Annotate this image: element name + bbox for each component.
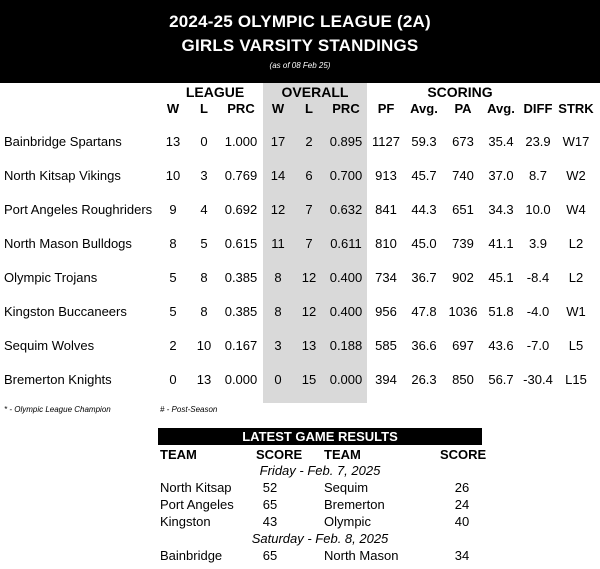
table-cell: 2	[305, 134, 313, 149]
results-header-score-2: SCORE	[440, 447, 487, 462]
table-cell: 0.692	[224, 202, 258, 217]
table-cell: 34.3	[488, 202, 514, 217]
table-cell: 0.385	[224, 270, 258, 285]
column-header: Avg.	[410, 101, 438, 116]
table-cell: 12	[301, 270, 317, 285]
result-team-2: Olympic	[324, 514, 371, 529]
result-team-1: Bainbridge	[160, 548, 223, 563]
table-cell: 739	[452, 236, 474, 251]
table-cell: 0.000	[224, 372, 258, 387]
table-cell: 8	[274, 304, 282, 319]
table-cell: 697	[452, 338, 474, 353]
table-cell: 8	[200, 270, 208, 285]
table-cell: 45.1	[488, 270, 514, 285]
result-score-2: 24	[454, 497, 470, 512]
team-name: Olympic Trojans	[4, 270, 98, 285]
table-cell: 394	[375, 372, 397, 387]
group-header-scoring: SCORING	[427, 84, 493, 100]
table-cell: -30.4	[523, 372, 553, 387]
table-cell: 36.7	[411, 270, 437, 285]
table-cell: 10	[196, 338, 212, 353]
table-cell: 8	[200, 304, 208, 319]
table-cell: 23.9	[525, 134, 551, 149]
table-cell: L15	[565, 372, 587, 387]
table-cell: 13	[196, 372, 212, 387]
team-name: North Kitsap Vikings	[4, 168, 121, 183]
table-cell: 734	[375, 270, 397, 285]
standings-header	[0, 0, 600, 83]
column-header: W	[166, 101, 180, 116]
column-header: PRC	[332, 101, 360, 116]
title-line-1: 2024-25 OLYMPIC LEAGUE (2A)	[169, 12, 431, 31]
table-cell: 56.7	[488, 372, 514, 387]
table-cell: 45.0	[411, 236, 437, 251]
team-name: Bainbridge Spartans	[4, 134, 122, 149]
table-cell: 37.0	[488, 168, 514, 183]
results-header-team-1: TEAM	[160, 447, 197, 462]
results-header-team-2: TEAM	[324, 447, 361, 462]
table-cell: 1036	[448, 304, 478, 319]
table-cell: 651	[452, 202, 474, 217]
table-cell: W17	[562, 134, 590, 149]
table-cell: L2	[568, 236, 584, 251]
table-cell: L5	[568, 338, 584, 353]
table-cell: 9	[169, 202, 177, 217]
result-score-1: 65	[262, 497, 278, 512]
table-cell: 44.3	[411, 202, 437, 217]
table-cell: 0.895	[329, 134, 363, 149]
table-cell: 14	[270, 168, 286, 183]
team-name: Kingston Buccaneers	[4, 304, 127, 319]
table-cell: 0.385	[224, 304, 258, 319]
table-cell: 51.8	[488, 304, 514, 319]
table-cell: 13	[165, 134, 181, 149]
group-header-overall: OVERALL	[281, 84, 349, 100]
table-cell: 3	[274, 338, 282, 353]
table-cell: 5	[169, 304, 177, 319]
team-name: Sequim Wolves	[4, 338, 95, 353]
results-day-label: Friday - Feb. 7, 2025	[259, 463, 381, 478]
table-cell: 0	[274, 372, 282, 387]
table-cell: 43.6	[488, 338, 514, 353]
footnote-champion: * - Olympic League Champion	[4, 405, 111, 414]
results-header-score-1: SCORE	[256, 447, 303, 462]
column-header: DIFF	[523, 101, 553, 116]
column-header: W	[271, 101, 285, 116]
latest-results-title: LATEST GAME RESULTS	[158, 428, 482, 445]
table-cell: 10.0	[525, 202, 551, 217]
table-cell: 0.615	[224, 236, 258, 251]
table-cell: 12	[301, 304, 317, 319]
result-team-2: North Mason	[324, 548, 399, 563]
group-header-league: LEAGUE	[185, 84, 245, 100]
result-score-1: 65	[262, 548, 278, 563]
column-header: Avg.	[487, 101, 515, 116]
table-cell: 956	[375, 304, 397, 319]
table-cell: -8.4	[526, 270, 550, 285]
table-cell: 7	[305, 236, 313, 251]
table-cell: L2	[568, 270, 584, 285]
results-day-label: Saturday - Feb. 8, 2025	[251, 531, 389, 546]
table-cell: 59.3	[411, 134, 437, 149]
table-cell: 1.000	[224, 134, 258, 149]
table-cell: 8.7	[528, 168, 548, 183]
result-score-1: 52	[262, 480, 278, 495]
table-cell: 17	[270, 134, 286, 149]
column-header: PRC	[227, 101, 255, 116]
table-cell: 841	[375, 202, 397, 217]
table-cell: 35.4	[488, 134, 514, 149]
table-cell: 26.3	[411, 372, 437, 387]
table-cell: 740	[452, 168, 474, 183]
table-cell: 0.167	[224, 338, 258, 353]
table-cell: 4	[200, 202, 208, 217]
team-name: North Mason Bulldogs	[4, 236, 132, 251]
table-cell: 0.611	[330, 236, 362, 251]
table-cell: 1127	[372, 134, 400, 149]
result-score-2: 40	[454, 514, 470, 529]
table-cell: 913	[375, 168, 397, 183]
table-cell: 902	[452, 270, 474, 285]
table-cell: 36.6	[411, 338, 437, 353]
table-cell: 810	[375, 236, 397, 251]
table-cell: 6	[305, 168, 313, 183]
table-cell: 47.8	[411, 304, 437, 319]
table-cell: 13	[301, 338, 317, 353]
table-cell: 0	[169, 372, 177, 387]
table-cell: 41.1	[488, 236, 514, 251]
column-header: L	[305, 101, 313, 116]
table-cell: 12	[270, 202, 286, 217]
result-team-1: Port Angeles	[160, 497, 234, 512]
result-team-2: Bremerton	[324, 497, 385, 512]
table-cell: 0	[200, 134, 208, 149]
table-cell: 10	[165, 168, 181, 183]
column-header: PA	[454, 101, 472, 116]
table-cell: 3	[200, 168, 208, 183]
table-cell: W4	[566, 202, 586, 217]
table-cell: 850	[452, 372, 474, 387]
table-cell: 0.769	[224, 168, 258, 183]
title-line-2: GIRLS VARSITY STANDINGS	[181, 36, 419, 55]
table-cell: W2	[566, 168, 586, 183]
team-name: Bremerton Knights	[4, 372, 112, 387]
as-of-date: (as of 08 Feb 25)	[269, 61, 331, 70]
footnote-postseason: # - Post-Season	[160, 405, 218, 414]
table-cell: 0.632	[329, 202, 363, 217]
table-cell: -7.0	[526, 338, 550, 353]
table-cell: 8	[274, 270, 282, 285]
table-cell: -4.0	[526, 304, 550, 319]
table-cell: 5	[200, 236, 208, 251]
table-cell: 3.9	[528, 236, 548, 251]
column-header: PF	[377, 101, 395, 116]
table-cell: 673	[452, 134, 474, 149]
table-cell: 0.400	[329, 270, 363, 285]
table-cell: 7	[305, 202, 313, 217]
result-team-1: Kingston	[160, 514, 211, 529]
result-team-1: North Kitsap	[160, 480, 232, 495]
table-cell: 15	[301, 372, 317, 387]
table-cell: 0.700	[329, 168, 363, 183]
column-header: STRK	[558, 101, 594, 116]
table-cell: 585	[375, 338, 397, 353]
table-cell: 5	[169, 270, 177, 285]
result-score-1: 43	[262, 514, 278, 529]
table-cell: 0.000	[329, 372, 363, 387]
column-header: L	[200, 101, 208, 116]
table-cell: W1	[566, 304, 586, 319]
result-score-2: 34	[454, 548, 470, 563]
table-cell: 11	[271, 236, 285, 251]
result-score-2: 26	[454, 480, 470, 495]
team-name: Port Angeles Roughriders	[4, 202, 153, 217]
table-cell: 8	[169, 236, 177, 251]
result-team-2: Sequim	[324, 480, 369, 495]
table-cell: 0.400	[329, 304, 363, 319]
table-cell: 0.188	[329, 338, 363, 353]
table-cell: 2	[169, 338, 177, 353]
table-cell: 45.7	[411, 168, 437, 183]
